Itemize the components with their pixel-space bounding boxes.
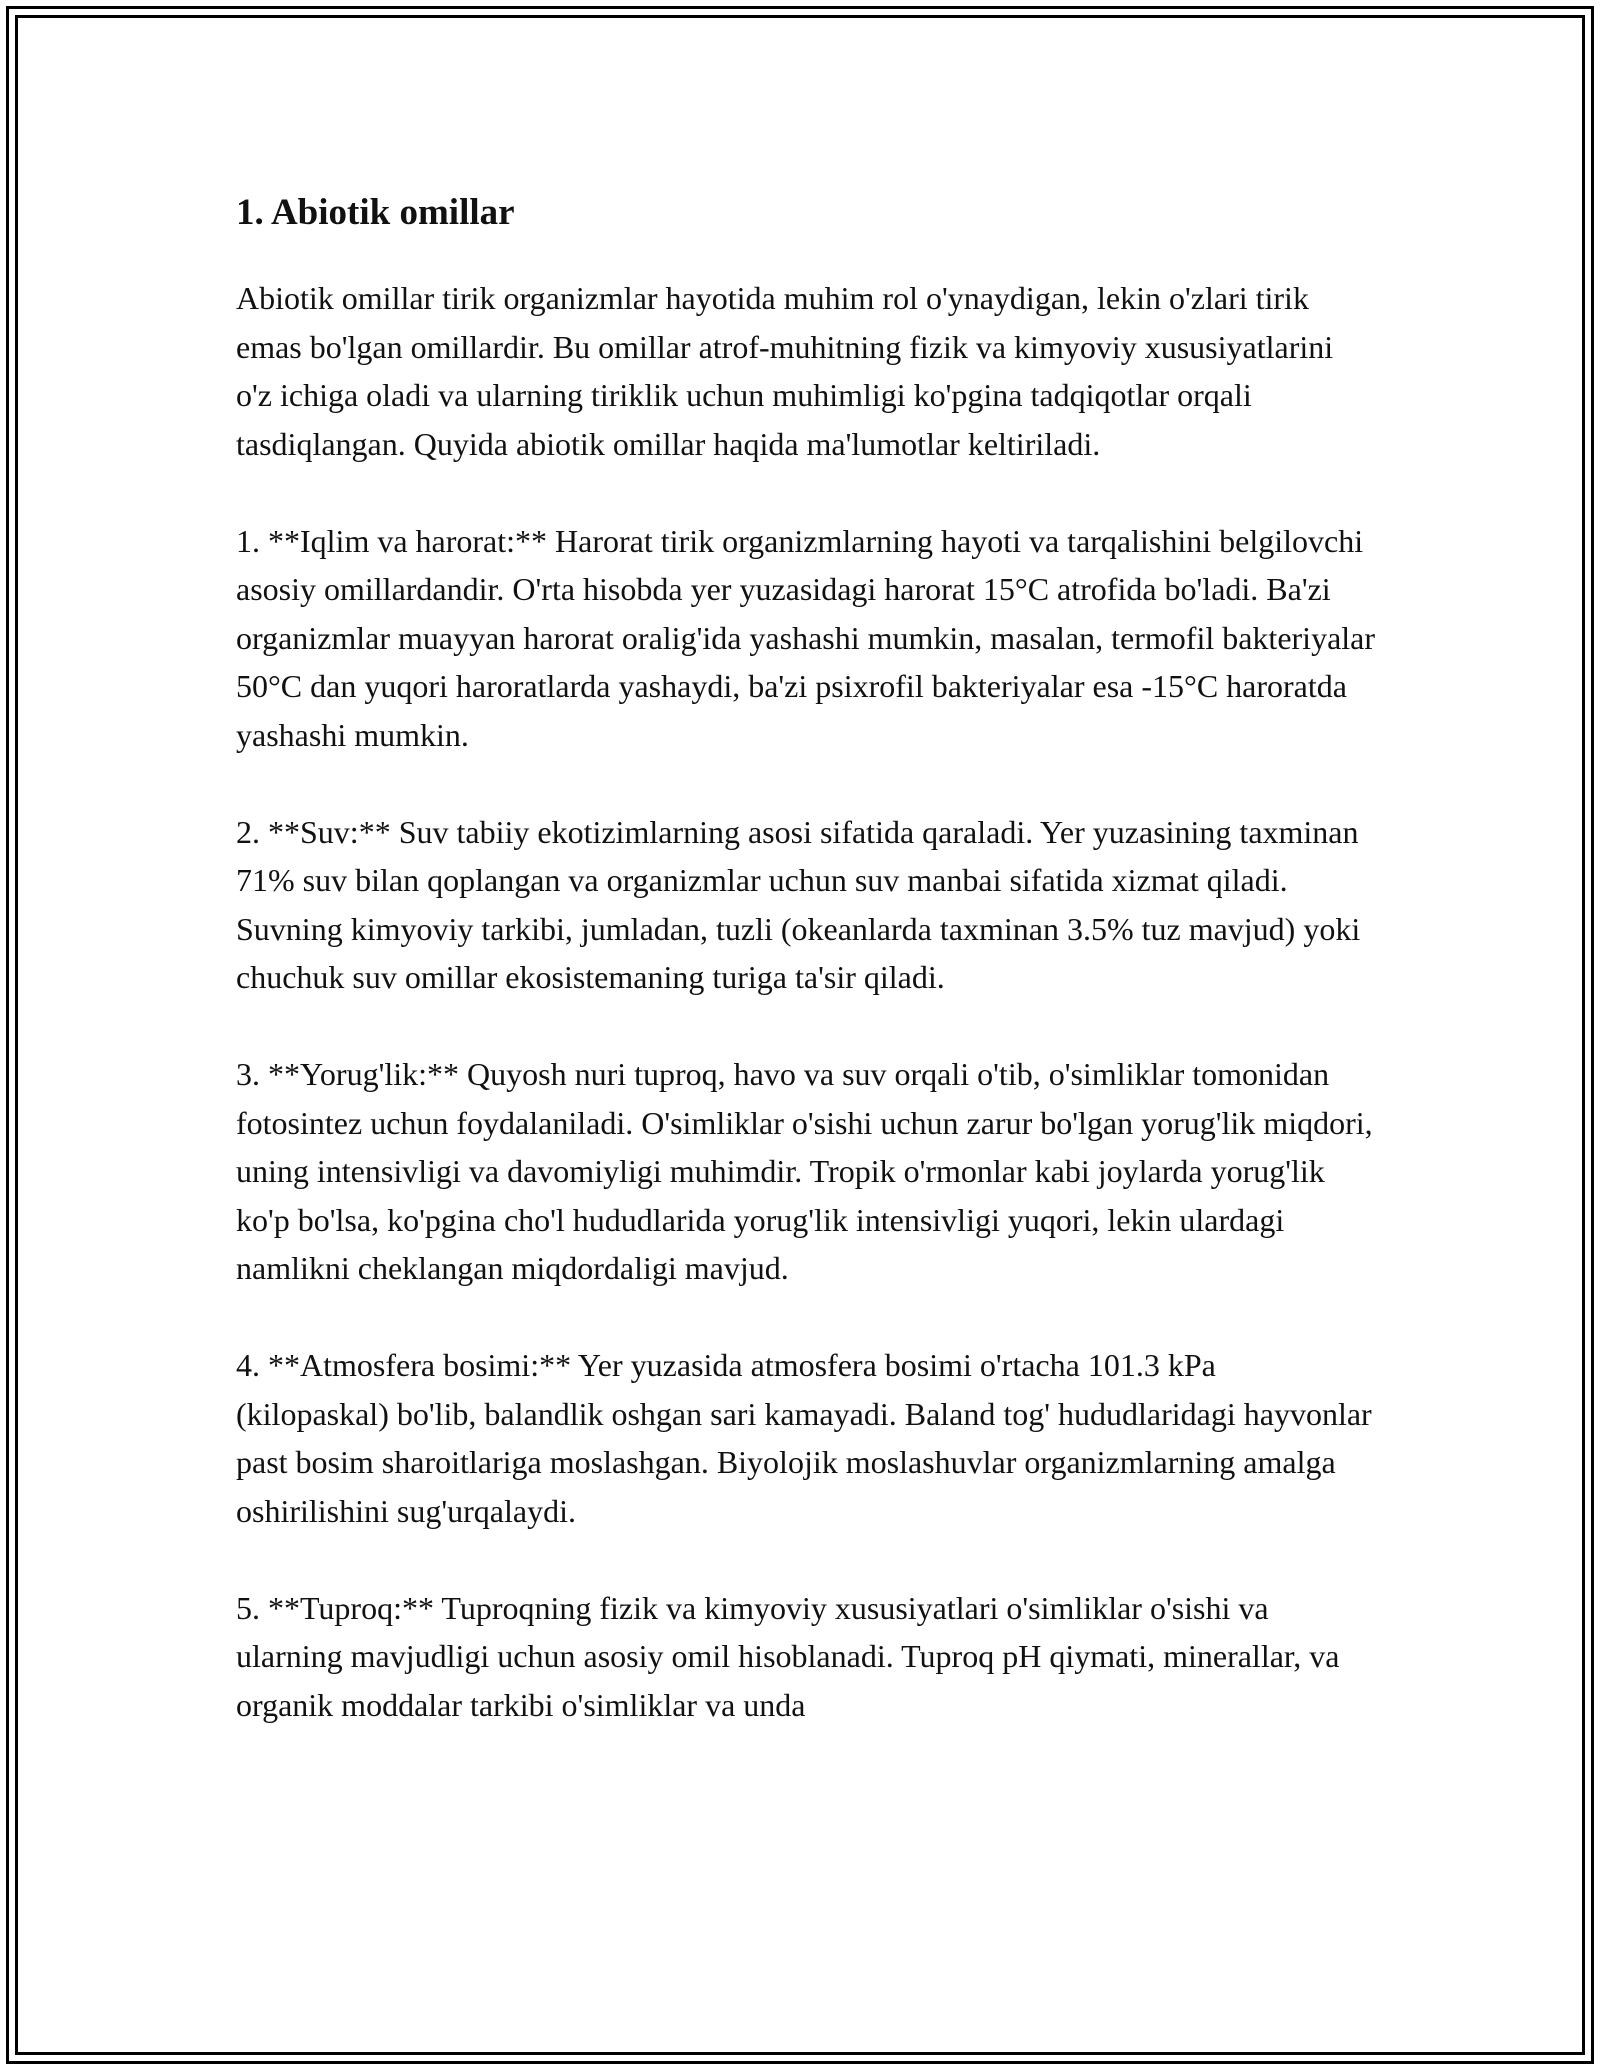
paragraph-water: 2. **Suv:** Suv tabiiy ekotizimlarning asosi sifatida qaraladi. Yer yuzasining taxminan 71% suv bilan qoplangan va organizmlar uchun suv manbai sifatida xizmat qiladi. Suvning kimyoviy tarkibi, jumladan, tuzli (okeanlarda taxminan 3.5% tuz mavjud) yoki chuchuk suv omillar ekosistemaning turiga ta'sir qiladi. <box>236 813 1361 995</box>
paragraph-atmospheric-pressure: 4. **Atmosfera bosimi:** Yer yuzasida atmosfera bosimi o'rtacha 101.3 kPa (kilopaskal) bo'lib, balandlik oshgan sari kamayadi. Baland tog' hududlaridagi hayvonlar past bosim sharoitlariga moslashgan. Biyolojik moslashuvlar organizmlarning amalga oshirilishini sug'urqalaydi. <box>236 1347 1372 1529</box>
paragraph-light: 3. **Yorug'lik:** Quyosh nuri tuproq, havo va suv orqali o'tib, o'simliklar tomonidan fotosintez uchun foydalaniladi. O'simliklar o'sishi uchun zarur bo'lgan yorug'lik miqdori, uning intensivligi va davomiyligi muhimdir. Tropik o'rmonlar kabi joylarda yorug'lik ko'p bo'lsa, ko'pgina cho'l hududlarida yorug'lik intensivligi yuqori, lekin ulardagi namlikni cheklangan miqdordaligi mavjud. <box>236 1056 1373 1286</box>
document-body <box>236 186 1376 1778</box>
section-title: 1. Abiotik omillar <box>236 192 515 233</box>
paragraph-soil: 5. **Tuproq:** Tuproqning fizik va kimyoviy xususiyatlari o'simliklar o'sishi va ularning mavjudligi uchun asosiy omil hisoblanadi. Tuproq pH qiymati, minerallar, va organik moddalar tarkibi o'simliklar va unda <box>236 1589 1340 1723</box>
intro-paragraph: Abiotik omillar tirik organizmlar hayotida muhim rol o'ynaydigan, lekin o'zlari tirik emas bo'lgan omillardir. Bu omillar atrof-muhitning fizik va kimyoviy xususiyatlarini o'z ichiga oladi va ularning tiriklik uchun muhimligi ko'pgina tadqiqotlar orqali tasdiqlangan. Quyida abiotik omillar haqida ma'lumotlar keltiriladi. <box>236 280 1334 462</box>
paragraph-climate-temperature: 1. **Iqlim va harorat:** Harorat tirik organizmlarning hayoti va tarqalishini belgilovchi asosiy omillardandir. O'rta hisobda yer yuzasidagi harorat 15°C atrofida bo'ladi. Ba'zi organizmlar muayyan harorat oralig'ida yashashi mumkin, masalan, termofil bakteriyalar 50°C dan yuqori haroratlarda yashaydi, ba'zi psixrofil bakteriyalar esa -15°C haroratda yashashi mumkin. <box>236 522 1376 753</box>
